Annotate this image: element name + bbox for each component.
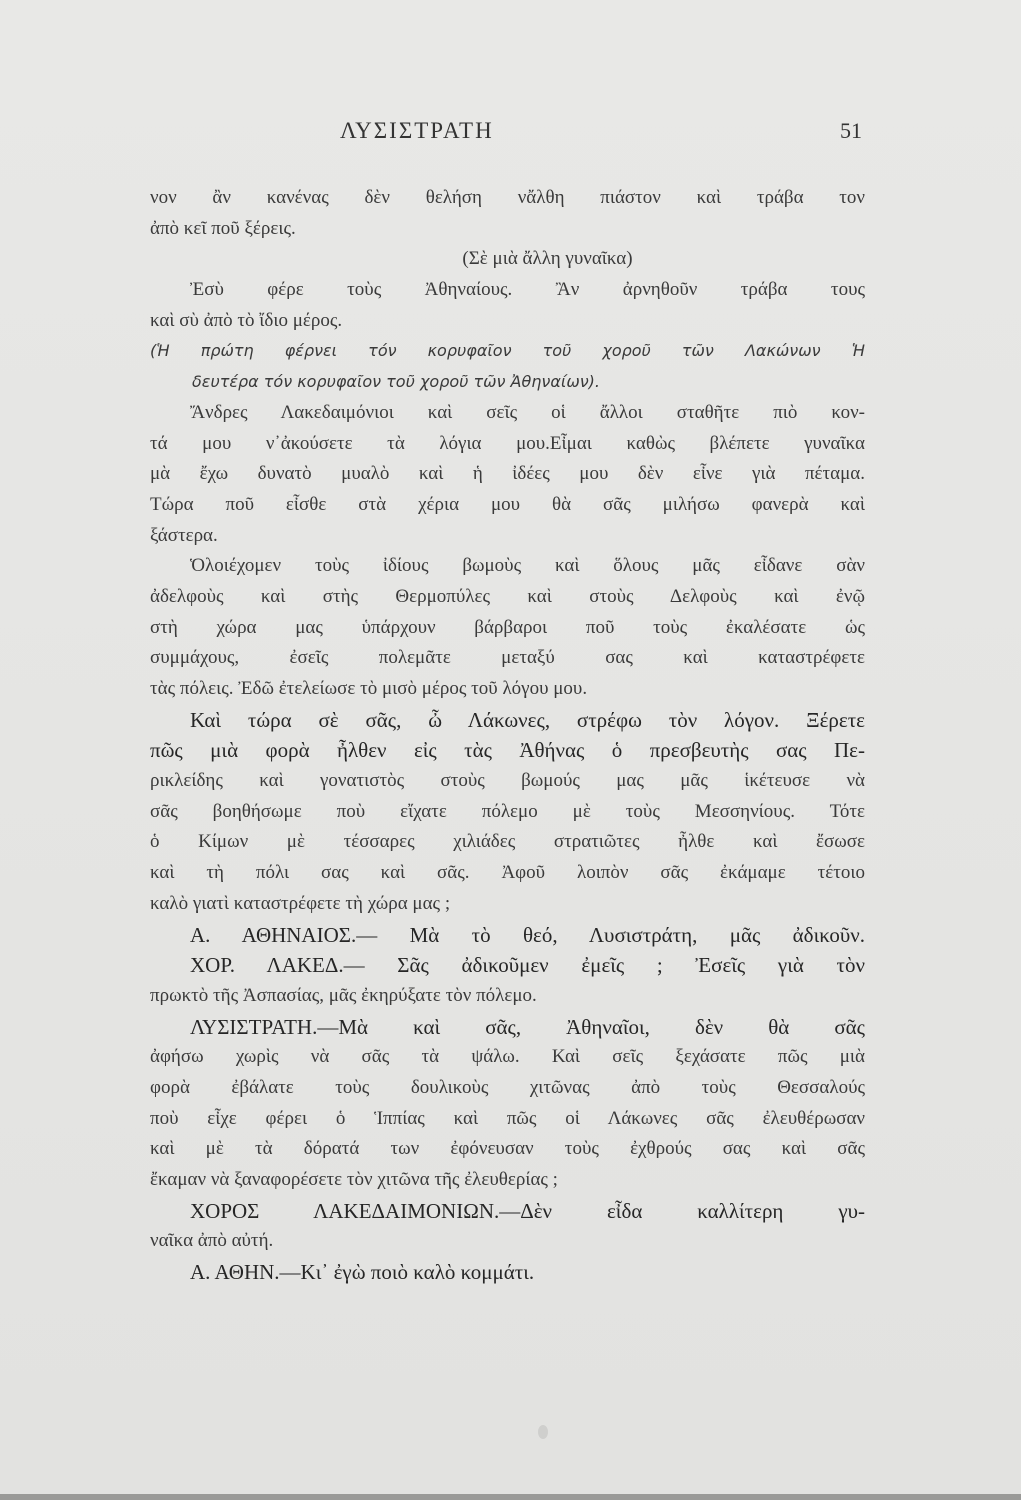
text-line: ρικλείδης καὶ γονατιστὸς στοὺς βωμούς μας μᾶς ἱκέτευσε νὰ xyxy=(150,770,865,792)
paper-blemish xyxy=(538,1425,548,1439)
text-line: καὶ σὺ ἀπὸ τὸ ἴδιο μέρος. xyxy=(150,309,343,331)
speaker-line: Α. ΑΘΗΝΑΙΟΣ.— Μὰ τὸ θεό, Λυσιστράτη, μᾶς ἀδικοῦν. xyxy=(190,922,865,947)
text-line: μὰ ἔχω δυνατὸ μυαλὸ καὶ ἡ ἰδέες μου δὲν εἶνε γιὰ πέταμα. xyxy=(150,463,865,485)
speaker-line: ΧΟΡ. ΛΑΚΕΔ.— Σᾶς ἀδικοῦμεν ἐμεῖς ; Ἐσεῖς γιὰ τὸν xyxy=(190,953,865,978)
body-text xyxy=(150,183,865,1288)
text-line: στὴ χώρα μας ὑπάρχουν βάρβαροι ποῦ τοὺς ἐκαλέσατε ὡς xyxy=(150,616,865,638)
text-line: ὁ Κίμων μὲ τέσσαρες χιλιάδες στρατιῶτες ἦλθε καὶ ἔσωσε xyxy=(150,831,865,853)
stage-direction: (Ἡ πρώτη φέρνει τόν κορυφαῖον τοῦ χοροῦ τῶν Λακώνων Ἡ xyxy=(150,341,865,361)
text-line: πῶς μιὰ φορὰ ἦλθεν εἰς τὰς Ἀθήνας ὁ πρεσβευτὴς σας Πε- xyxy=(150,738,865,763)
text-line: ποὺ εἶχε φέρει ὁ Ἱππίας καὶ πῶς οἱ Λάκωνες σᾶς ἐλευθέρωσαν xyxy=(150,1107,865,1129)
text-line: τά μου ν᾽ἀκούσετε τὰ λόγια μου.Εἶμαι καθὼς βλέπετε γυναῖκα xyxy=(150,432,865,454)
speaker-line: Α. ΑΘΗΝ.—Κι᾽ ἐγὼ ποιὸ καλὸ κομμάτι. xyxy=(190,1260,535,1285)
text-line: Ὁλοιέχομεν τοὺς ἰδίους βωμοὺς καὶ ὅλους μᾶς εἶδανε σὰν xyxy=(190,555,865,577)
text-line: τὰς πόλεις. Ἐδῶ ἐτελείωσε τὸ μισὸ μέρος τοῦ λόγου μου. xyxy=(150,678,588,699)
text-line: σᾶς βοηθήσωμε ποὺ εἴχατε πόλεμο μὲ τοὺς Μεσσηνίους. Τότε xyxy=(150,800,865,822)
speaker-line: ΧΟΡΟΣ ΛΑΚΕΔΑΙΜΟΝΙΩΝ.—Δὲν εἶδα καλλίτερη γυ- xyxy=(190,1198,865,1223)
speaker-line: ΛΥΣΙΣΤΡΑΤΗ.—Μὰ καὶ σᾶς, Ἀθηναῖοι, δὲν θὰ σᾶς xyxy=(190,1014,865,1039)
text-line: καλὸ γιατὶ καταστρέφετε τὴ χώρα μας ; xyxy=(150,892,451,914)
running-title: ΛΥΣΙΣΤΡΑΤΗ xyxy=(340,118,494,143)
text-line: ναῖκα ἀπὸ αὐτή. xyxy=(150,1230,274,1252)
text-line: Ἐσὺ φέρε τοὺς Ἀθηναίους. Ἂν ἀρνηθοῦν τράβα τους xyxy=(190,279,865,301)
stage-direction: (Σὲ μιὰ ἄλλη γυναῖκα) xyxy=(462,248,633,270)
text-line: ἀδελφοὺς καὶ στὴς Θερμοπύλες καὶ στοὺς Δελφοὺς καὶ ἐνῷ xyxy=(150,585,865,607)
stage-direction: δευτέρα τόν κορυφαῖον τοῦ χοροῦ τῶν Ἀθηναίων). xyxy=(192,372,600,392)
text-line: Τώρα ποῦ εἶσθε στὰ χέρια μου θὰ σᾶς μιλήσω φανερὰ καὶ xyxy=(150,493,865,515)
text-line: συμμάχους, ἐσεῖς πολεμᾶτε μεταξύ σας καὶ καταστρέφετε xyxy=(150,647,865,669)
text-line: καὶ τὴ πόλι σας καὶ σᾶς. Ἀφοῦ λοιπὸν σᾶς ἐκάμαμε τέτοιο xyxy=(150,862,865,884)
text-line: φορὰ ἐβάλατε τοὺς δουλικοὺς χιτῶνας ἀπὸ τοὺς Θεσσαλούς xyxy=(150,1076,865,1098)
text-line: ἔκαμαν νὰ ξαναφορέσετε τὸν χιτῶνα τῆς ἐλευθερίας ; xyxy=(150,1169,558,1190)
page-bottom-edge xyxy=(0,1494,1021,1500)
text-line: πρωκτὸ τῆς Ἀσπασίας, μᾶς ἐκηρύξατε τὸν πόλεμο. xyxy=(150,984,537,1006)
text-line: καὶ μὲ τὰ δόρατά των ἐφόνευσαν τοὺς ἐχθρούς σας καὶ σᾶς xyxy=(150,1138,865,1160)
text-line: νον ἂν κανένας δὲν θελήση νἄλθη πιάστον καὶ τράβα τον xyxy=(150,187,865,208)
text-line: Καὶ τώρα σὲ σᾶς, ὦ Λάκωνες, στρέφω τὸν λόγον. Ξέρετε xyxy=(190,707,865,732)
text-line: ξάστερα. xyxy=(150,524,218,546)
text-line: ἀφήσω χωρὶς νὰ σᾶς τὰ ψάλω. Καὶ σεῖς ξεχάσατε πῶς μιὰ xyxy=(150,1046,865,1068)
page-header xyxy=(150,118,862,150)
text-line: Ἄνδρες Λακεδαιμόνιοι καὶ σεῖς οἱ ἄλλοι σταθῆτε πιὸ κον- xyxy=(190,401,865,423)
text-line: ἀπὸ κεῖ ποῦ ξέρεις. xyxy=(150,217,296,239)
page-number: 51 xyxy=(840,118,862,143)
